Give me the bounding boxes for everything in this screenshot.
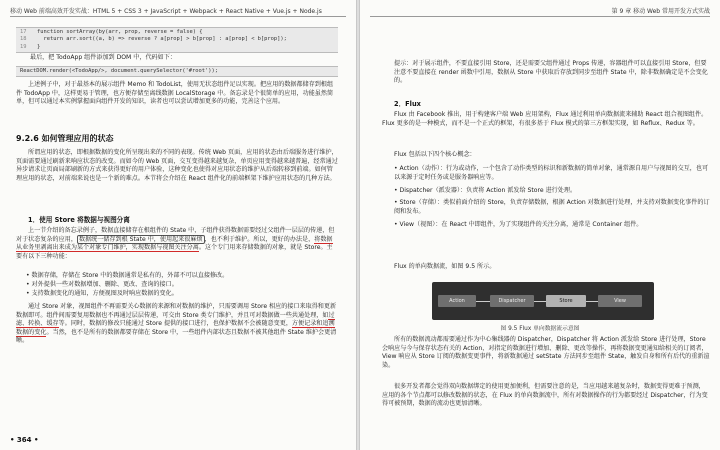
paragraph-store-benefits: 通过 Store 对象，视图组件不再需要关心数据的来源和对数据的维护，只需要调用 Store 相应的接口来取得和更新数据即可。组件间需要复用数据也不再通过层层传递，可交由 Store 类专门维护，并且可对数据做一些共通处理，如过滤、转换、缓存等。同时，数据的修改只能通过 Store 提供的接口进行，也保护数据不会被随意变更，方便记录和追溯数据的变化。当然，也不是所有的数据都要存储在 Store 中，一些组件内部状态且数据不被其他组件 State 维护会更清晰。: [16, 303, 337, 345]
highlight-trace: 方便记录和追溯数据的变化: [16, 320, 335, 336]
diagram-node-store: Store: [546, 295, 586, 307]
list-item: • Store（存储）：类似前面介绍的 Store，负责存储数据，根据 Action 对数据进行处理，并支持对数据变化事件的订阅和发布。: [394, 199, 710, 215]
diagram-node-action: Action: [438, 295, 476, 307]
diagram-arrow: [534, 301, 546, 302]
paragraph-flux-dataflow: 所有的数据流动都需要通过作为中心集线器的 Dispatcher，Dispatcher 将 Action 派发给 Store 进行处理，Store 会响应与今与保存状态有关的 Action，对指定的数据进行增加、删除、更改等操作，再将数据变更通知给相关的订阅者，View 响应从 Store 订阅的数据变更事件，将新数据通过 setState 方法同步至组件 State，触发自身和所有后代的重新渲染。: [382, 336, 710, 369]
subheading-store: 1．使用 Store 将数据与视图分离: [28, 216, 130, 224]
highlight-filter: 过滤、转换、缓存: [16, 311, 335, 328]
code-line: 19 }: [20, 43, 41, 50]
right-header-rule: [370, 16, 710, 17]
code-block-render: ReactDOM.render(<TodoApp/>, document.querySelector('#root'));: [16, 66, 338, 77]
left-running-header: 移动 Web 前端高效开发实战：HTML 5 + CSS 3 + JavaScript + Webpack + React Native + Vue.js + Node.js: [10, 8, 322, 15]
list-item: • Action（动作）：行为或动作，一个包含了动作类型的标识和新数据的简单对象，通常源自用户与视图的交互，也可以来源于定时任务或是服务器响应等。: [394, 165, 709, 181]
page-number: • 364 •: [10, 436, 39, 444]
left-header-rule: [10, 16, 346, 17]
paragraph-app-state: 所谓应用的状态，即根据数据的变化所呈现出来的不同的表现。传统 Web 页面，应用的状态由后端服务进行维护，页面需要通过刷新来响应状态的改变。而如今的 Web 页面，交互变得越来越复杂，单页应用变得越来越普遍，经常通过异步请求让页面局部刷新的方式来获得更好的用户体验，这种变化也使得对应用状态的维护从后端转移到前端。如何管理应用的状态，对前端来说也是一个新的难点。本节将会介绍在 React 组件化的前端框架下维护应用状态的几种方法。: [16, 149, 338, 182]
code-line: 17 function sortArray(by(arr, prop, reverse = false) {: [20, 29, 203, 35]
list-item: • Dispatcher（派发器）：负责将 Action 派发给 Store 进行处理。: [394, 187, 577, 194]
code-block-sort: [16, 27, 338, 53]
paragraph-add-to-dom: 最后，把 TodoApp 组件添加到 DOM 中，代码如下：: [30, 54, 176, 61]
diagram-node-view: View: [598, 295, 642, 307]
list-item: • View（视图）：在 React 中即组件，为了实现组件的关注分离，通常是 Container 组件。: [394, 221, 643, 228]
tip-note: 提示：对于展示组件，不要直接引用 Store，还是需要父组件通过 Props 传递，容器组件可以直接引用 Store，但要注意不要直接在 render 函数中引用，数据从 Store 中获取后存放到同步至组件 State 中，除非数据确定是不会变化的。: [394, 60, 708, 85]
list-item: • 对外提供一些对数据增加、删除、更改、查询的接口。: [26, 281, 178, 288]
list-item: • 数据存储，存储在 Store 中的数据通常是私有的，外部不可以直接修改。: [26, 272, 229, 279]
diagram-arrow: [476, 301, 490, 302]
paragraph-flux-concepts: Flux 包括以下四个核心概念：: [394, 151, 476, 158]
paragraph-store-intro: 上一节介绍的备忘录例子，数据直接储存在根组件的 State 中，子组件获得数据需要经过父组件一层层的传递，但对于状态复杂的应用， 数据统一储存到根 State 中，使用起来很麻烦 ，也不利于维护。所以，更好的办法是，将数据从业务里剥离出来成为某个对象专门维护，实现数据与视图关注分离。这个专门用来存储数据的对象，就是 Store。主要有以下三种功能：: [16, 227, 335, 260]
section-heading-9-2-6: 9.2.6 如何管理应用的状态: [16, 134, 114, 143]
paragraph-flux-figure-ref: Flux 的单向数据流，如图 9.5 所示。: [394, 263, 496, 270]
right-page: [360, 0, 720, 450]
diagram-arrow: [586, 301, 598, 302]
right-running-header: 第 9 章 移动 Web 常用开发方式实战: [611, 8, 710, 15]
flux-diagram: [432, 282, 654, 320]
code-line: 18 return arr.sort((a, b) => reverse ? a[prop] > b[prop] : a[prop] < b[prop]);: [20, 36, 287, 43]
diagram-node-dispatcher: Dispatcher: [490, 295, 534, 307]
left-page: [0, 0, 356, 450]
list-item: • 支持数据变化的通知，方便视图及时响应数据的变化。: [26, 290, 178, 297]
paragraph-flux-binding: 很多开发者都会觉得双向数据绑定的使用更加便利，但需要注意的是，当应用越来越复杂时，数据变得更难于预测，应用的各个节点都可以修改数据的状态，在 Flux 的单向数据流中，所有对数据操作的行为都要经过 Dispatcher，行为变得可被预期，数据的流动也更加清晰。: [382, 383, 708, 408]
highlight-separation: 将数据从业务里剥离出来成为某个对象专门维护，实现数据与视图关注分离: [16, 235, 333, 252]
paragraph-example-summary: 上述例子中，对于最基本的展示组件 Memo 和 TodoList，使用无状态组件足以实现。把应用的数据都储存到根组件 TodoApp 中，这样更易于管理，也方便存储至离线数据 LocalStorage 中。备忘录是个很简单的应用，功能虽然简单，但可以通过本实例掌握面向组件开发的知识，读者也可以尝试增加更多的功能，完善这个应用。: [16, 81, 334, 106]
paragraph-flux-intro: Flux 由 Facebook 推出，用于构建客户端 Web 应用架构，Flux 通过利用单向数据流来辅助 React 组合视图组件。Flux 更多的是一种模式，而不是一个正式的框架，有很多基于 Flux 模式的第三方框架实现，如 Reflux、Redux 等。: [382, 111, 708, 127]
figure-caption: 图 9.5 Flux 单向数据流示意图: [500, 326, 580, 332]
highlight-root-state: 数据统一储存到根 State 中，使用起来很麻烦: [78, 235, 203, 243]
subheading-flux: 2．Flux: [394, 100, 421, 108]
